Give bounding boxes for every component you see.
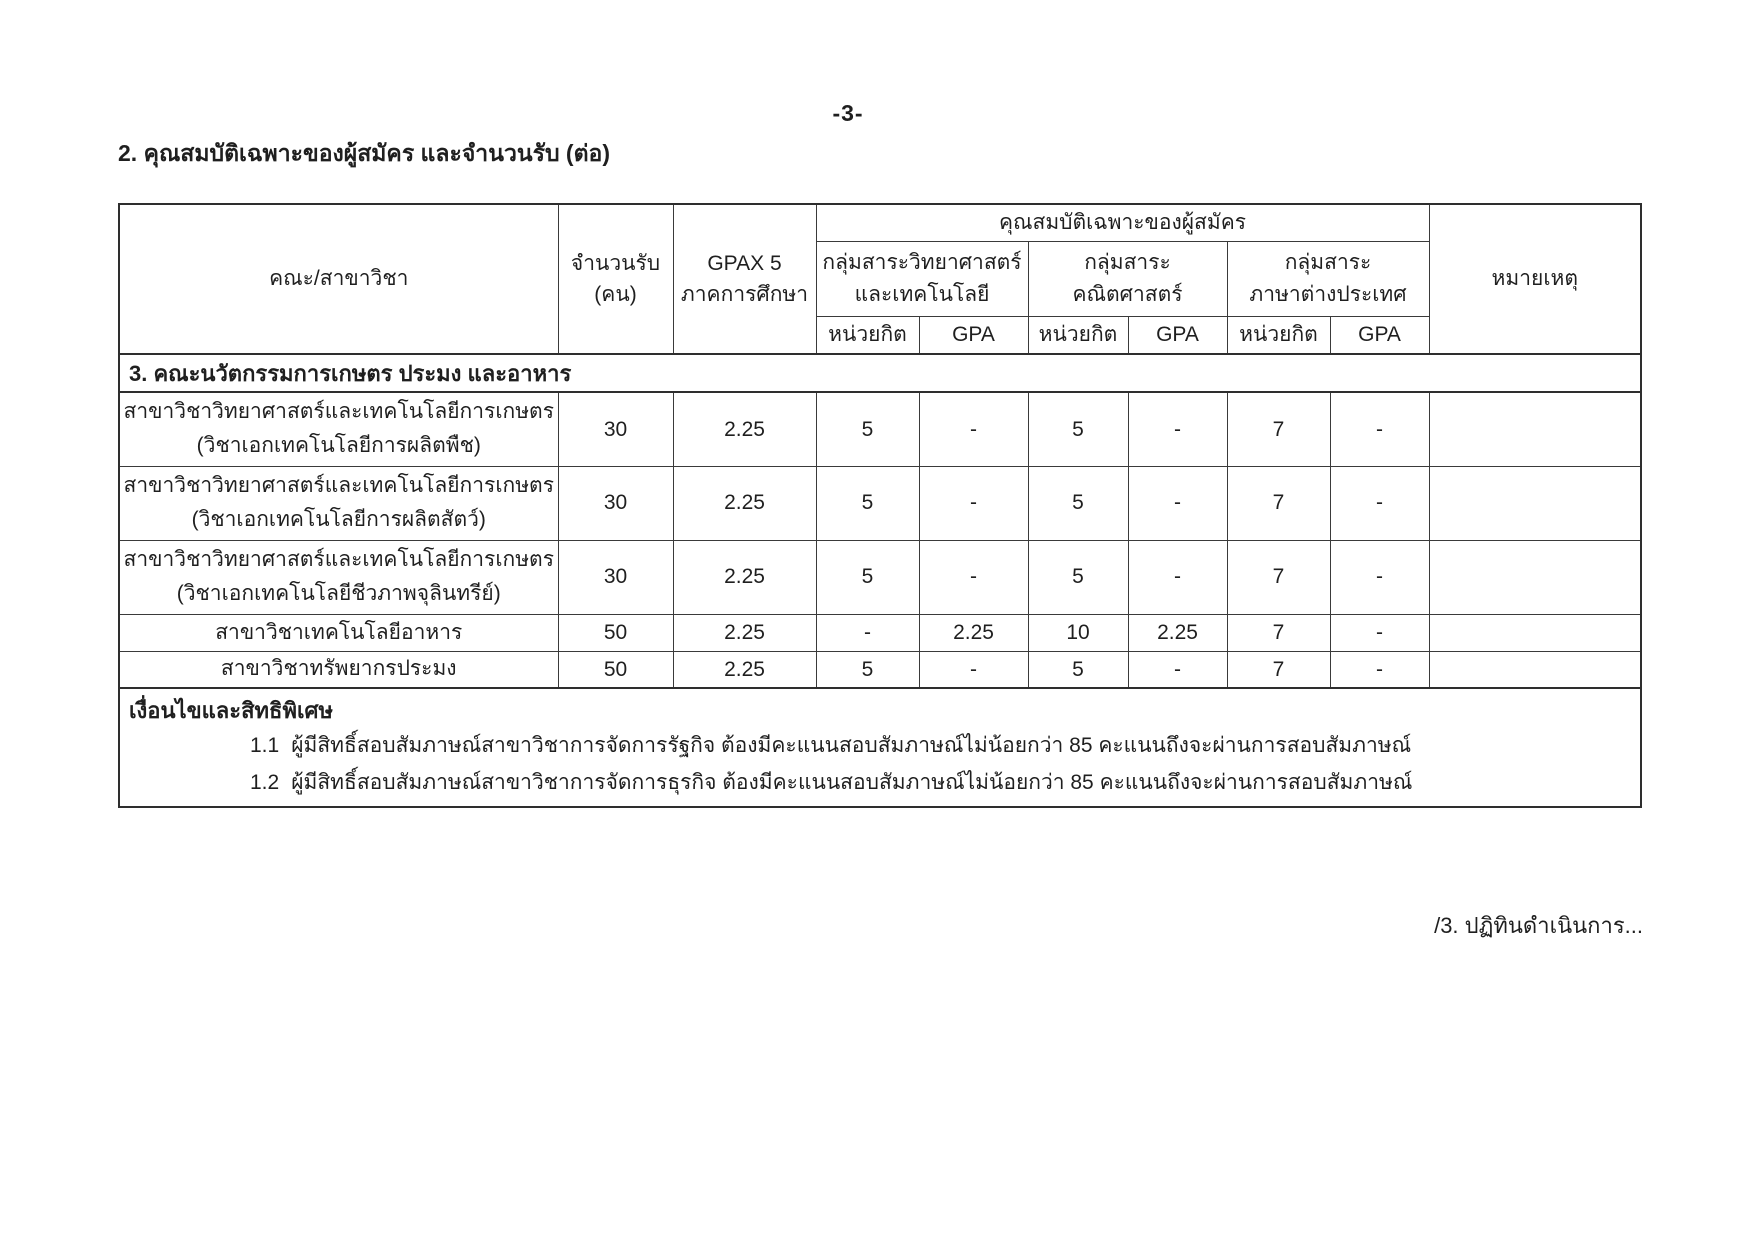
language-gpa-value: - [1330,540,1429,614]
table-row [119,466,1641,540]
language-gpa-value: - [1330,466,1429,540]
math-credit-value: 5 [1028,466,1128,540]
quota-value: 50 [558,614,673,651]
table-row [119,614,1641,651]
header-credit-language: หน่วยกิต [1227,316,1330,354]
program-name: สาขาวิชาวิทยาศาสตร์และเทคโนโลยีการเกษตร (วิชาเอกเทคโนโลยีชีวภาพจุลินทรีย์) [119,540,558,614]
program-name: สาขาวิชาวิทยาศาสตร์และเทคโนโลยีการเกษตร (วิชาเอกเทคโนโลยีการผลิตสัตว์) [119,466,558,540]
language-gpa-value: - [1330,392,1429,466]
science-credit-value: 5 [816,466,919,540]
math-gpa-value: - [1128,466,1227,540]
language-credit-value: 7 [1227,392,1330,466]
remark-cell [1429,614,1641,651]
header-group-math: กลุ่มสาระ คณิตศาสตร์ [1028,241,1227,316]
remark-cell [1429,651,1641,688]
section-heading: 2. คุณสมบัติเฉพาะของผู้สมัคร และจำนวนรับ (ต่อ) [118,140,610,166]
table-row [119,651,1641,688]
header-qualifications-span: คุณสมบัติเฉพาะของผู้สมัคร [816,204,1429,241]
science-gpa-value: - [919,651,1028,688]
header-gpa-science: GPA [919,316,1028,354]
conditions-cell [119,688,1641,807]
math-credit-value: 5 [1028,392,1128,466]
math-gpa-value: - [1128,540,1227,614]
science-gpa-value: - [919,540,1028,614]
quota-value: 50 [558,651,673,688]
math-gpa-value: 2.25 [1128,614,1227,651]
science-credit-value: 5 [816,540,919,614]
page-number: -3- [832,100,864,126]
language-gpa-value: - [1330,614,1429,651]
admissions-table [118,203,1642,808]
math-gpa-value: - [1128,392,1227,466]
science-gpa-value: - [919,392,1028,466]
gpax-value: 2.25 [673,540,816,614]
language-gpa-value: - [1330,651,1429,688]
quota-value: 30 [558,466,673,540]
math-gpa-value: - [1128,651,1227,688]
math-credit-value: 5 [1028,540,1128,614]
continuation-note: /3. ปฏิทินดำเนินการ... [1434,913,1643,938]
science-credit-value: 5 [816,651,919,688]
science-credit-value: 5 [816,392,919,466]
science-credit-value: - [816,614,919,651]
language-credit-value: 7 [1227,614,1330,651]
header-quota: จำนวนรับ (คน) [558,204,673,354]
header-gpa-language: GPA [1330,316,1429,354]
quota-value: 30 [558,392,673,466]
language-credit-value: 7 [1227,466,1330,540]
gpax-value: 2.25 [673,614,816,651]
math-credit-value: 10 [1028,614,1128,651]
header-group-science: กลุ่มสาระวิทยาศาสตร์ และเทคโนโลยี [816,241,1028,316]
faculty-section-title: 3. คณะนวัตกรรมการเกษตร ประมง และอาหาร [119,354,1641,392]
header-credit-math: หน่วยกิต [1028,316,1128,354]
table-row [119,392,1641,466]
program-name: สาขาวิชาเทคโนโลยีอาหาร [119,614,558,651]
condition-item: 1.2 ผู้มีสิทธิ์สอบสัมภาษณ์สาขาวิชาการจัดการธุรกิจ ต้องมีคะแนนสอบสัมภาษณ์ไม่น้อยกว่า 85 คะแนนถึงจะผ่านการสอบสัมภาษณ์ [250,771,1413,795]
gpax-value: 2.25 [673,466,816,540]
remark-cell [1429,392,1641,466]
gpax-value: 2.25 [673,392,816,466]
header-gpa-math: GPA [1128,316,1227,354]
math-credit-value: 5 [1028,651,1128,688]
header-gpax: GPAX 5 ภาคการศึกษา [673,204,816,354]
program-name: สาขาวิชาวิทยาศาสตร์และเทคโนโลยีการเกษตร (วิชาเอกเทคโนโลยีการผลิตพืช) [119,392,558,466]
gpax-value: 2.25 [673,651,816,688]
conditions-title: เงื่อนไขและสิทธิพิเศษ [129,698,333,723]
quota-value: 30 [558,540,673,614]
program-name: สาขาวิชาทรัพยากรประมง [119,651,558,688]
table-row [119,540,1641,614]
language-credit-value: 7 [1227,651,1330,688]
remark-cell [1429,466,1641,540]
header-group-language: กลุ่มสาระ ภาษาต่างประเทศ [1227,241,1429,316]
header-credit-science: หน่วยกิต [816,316,919,354]
science-gpa-value: 2.25 [919,614,1028,651]
remark-cell [1429,540,1641,614]
condition-item: 1.1 ผู้มีสิทธิ์สอบสัมภาษณ์สาขาวิชาการจัดการรัฐกิจ ต้องมีคะแนนสอบสัมภาษณ์ไม่น้อยกว่า 85 คะแนนถึงจะผ่านการสอบสัมภาษณ์ [250,733,1412,757]
science-gpa-value: - [919,466,1028,540]
language-credit-value: 7 [1227,540,1330,614]
header-faculty: คณะ/สาขาวิชา [119,204,558,354]
header-remark: หมายเหตุ [1429,204,1641,354]
